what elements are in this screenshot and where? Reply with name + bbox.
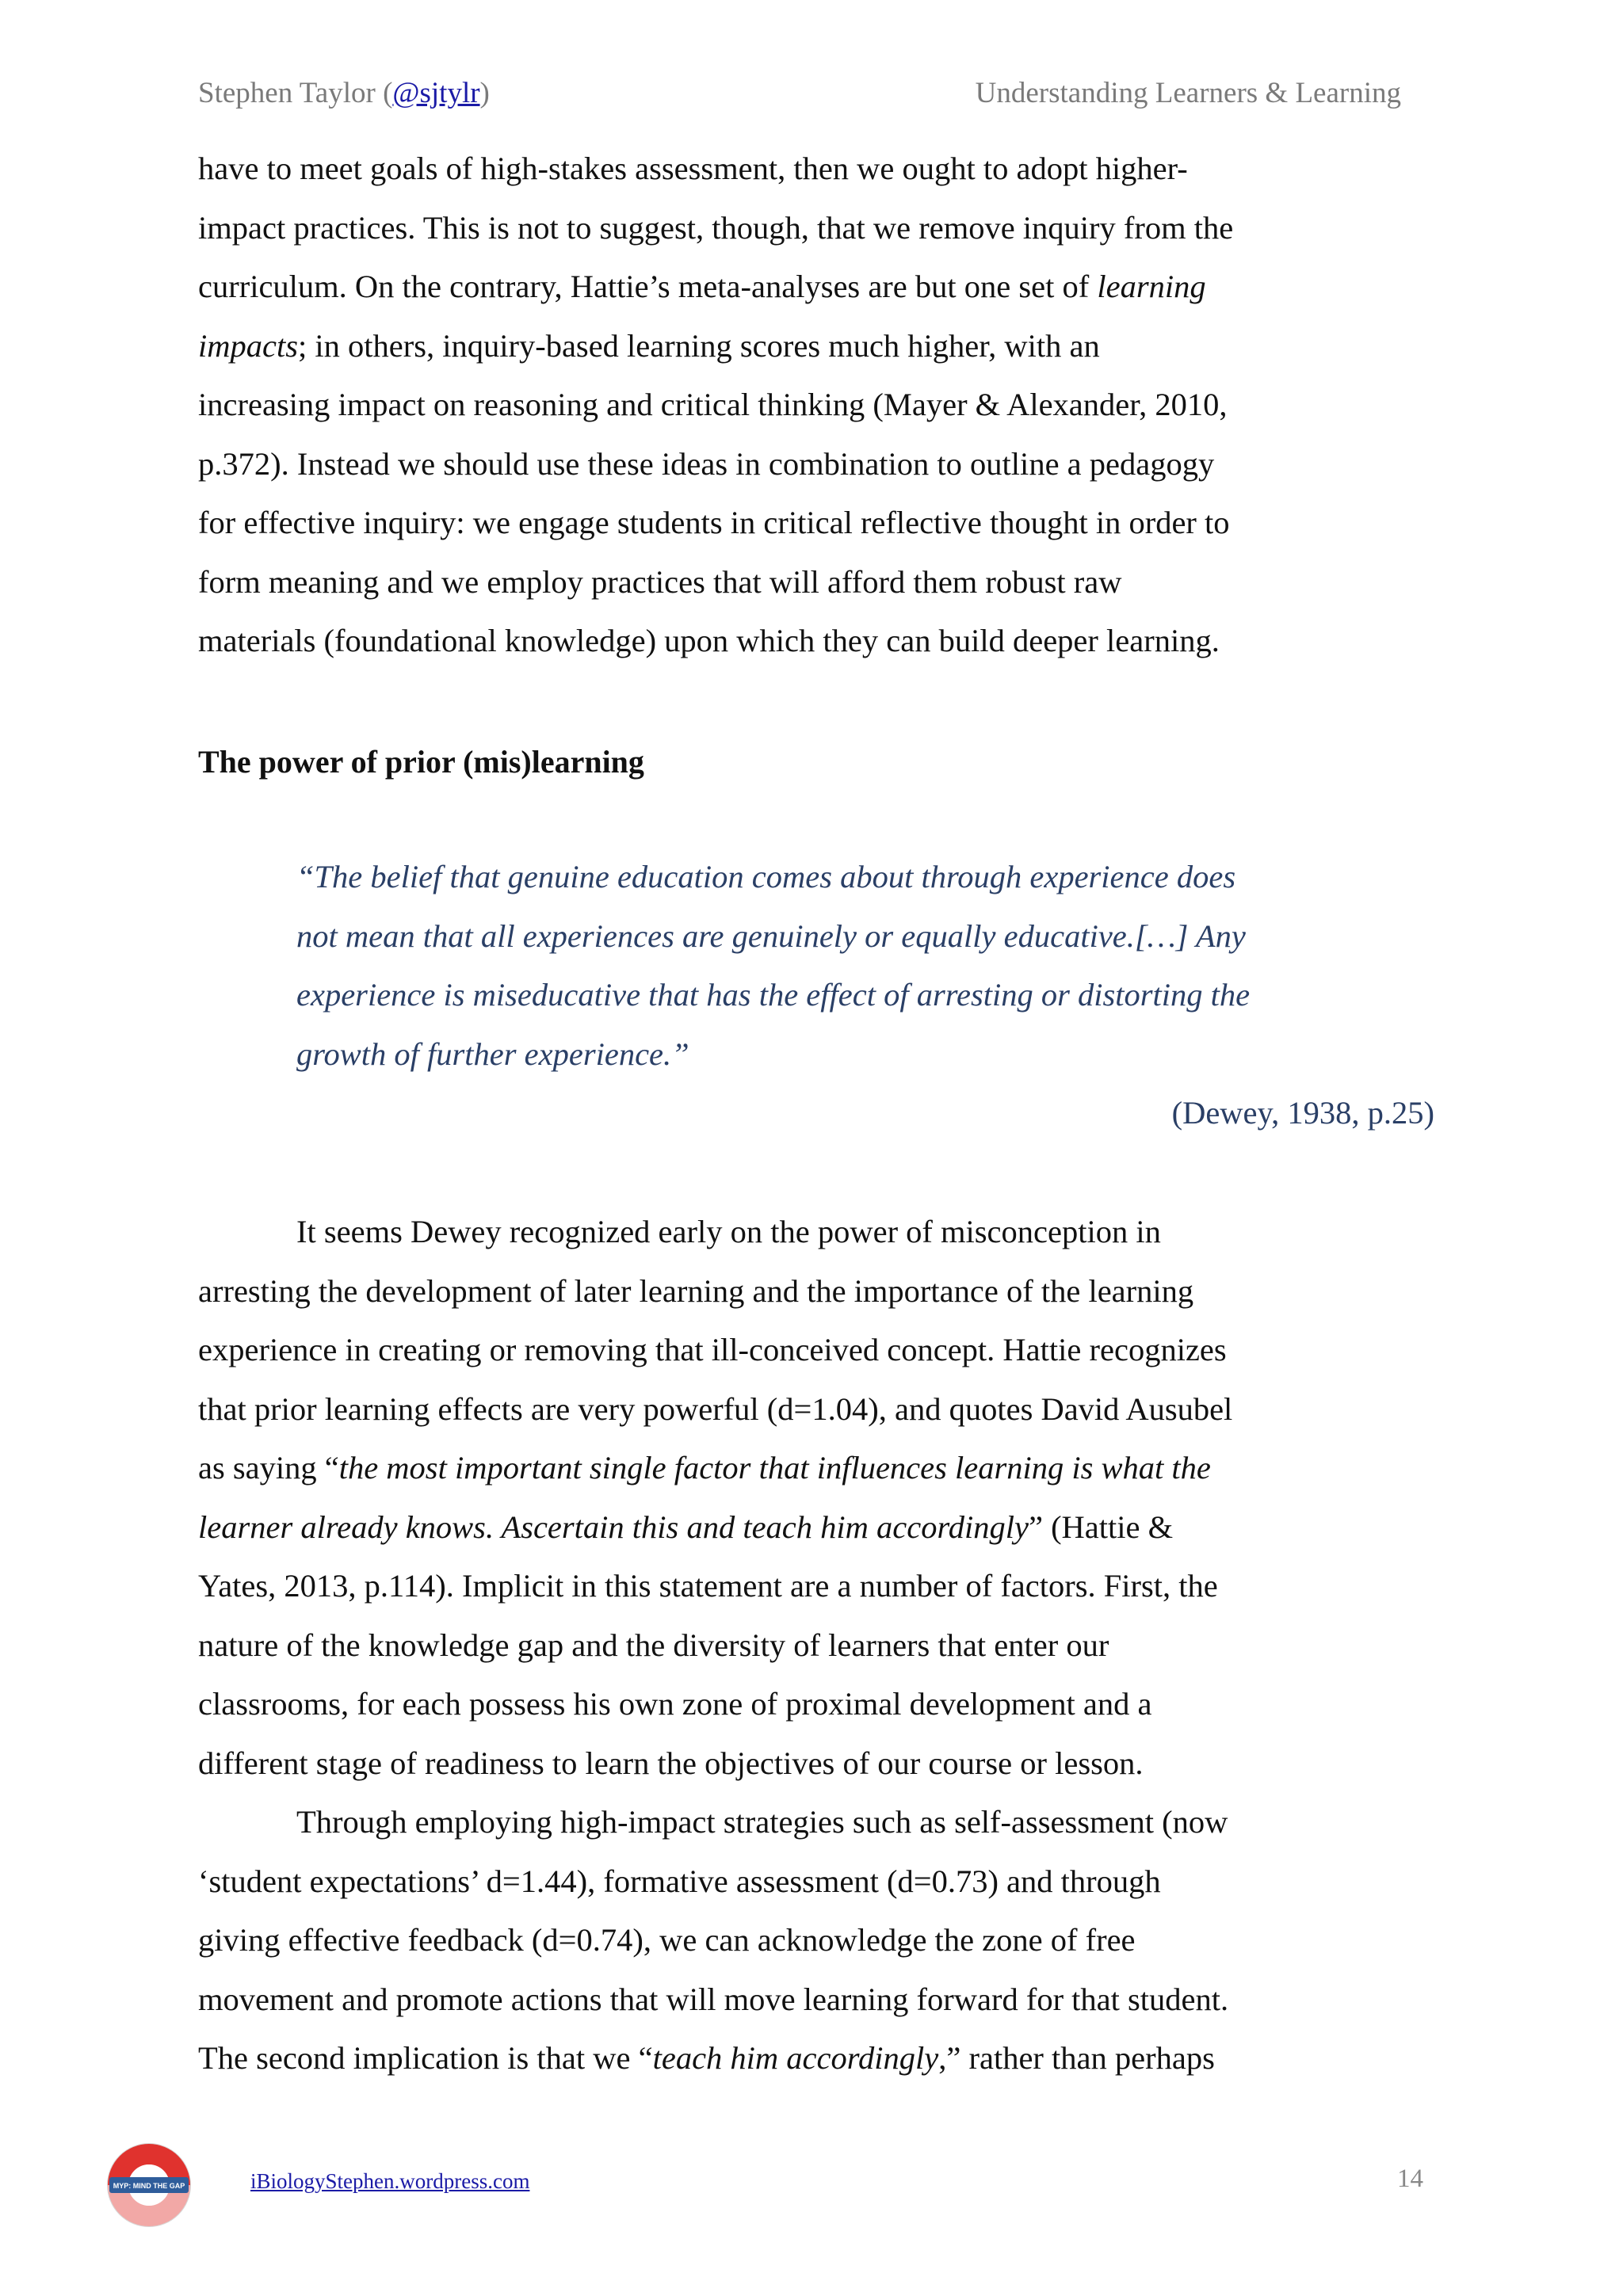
block-quote bbox=[296, 848, 1434, 1084]
emphasis: learning bbox=[1097, 269, 1206, 304]
text-line: increasing impact on reasoning and critical thinking (Mayer & Alexander, 2010, bbox=[198, 387, 1228, 422]
text-line: form meaning and we employ practices that will afford them robust raw bbox=[198, 563, 1122, 600]
paragraph-1 bbox=[198, 139, 1434, 671]
text-line: It seems Dewey recognized early on the power of misconception in bbox=[296, 1214, 1161, 1249]
emphasis: learner already knows. Ascertain this and teach him accordingly bbox=[198, 1508, 1029, 1545]
text-line: The second implication is that we “teach him accordingly,” rather than perhaps bbox=[198, 2040, 1215, 2076]
emphasis: impacts bbox=[198, 327, 298, 364]
page-footer bbox=[0, 2139, 1623, 2234]
text-line: arresting the development of later learning and the importance of the learning bbox=[198, 1272, 1194, 1309]
twitter-handle-link[interactable]: @sjtylr bbox=[392, 77, 480, 109]
text-line: as saying “the most important single factor that influences learning is what the bbox=[198, 1450, 1211, 1486]
quote-line: experience is miseducative that has the effect of arresting or distorting the bbox=[296, 977, 1251, 1013]
lifebuoy-icon bbox=[103, 2139, 195, 2231]
text-line: impacts; in others, inquiry-based learning scores much higher, with an bbox=[198, 327, 1100, 364]
paragraph-2 bbox=[198, 1203, 1434, 2088]
text-line: materials (foundational knowledge) upon which they can build deeper learning. bbox=[198, 623, 1220, 658]
text-line: that prior learning effects are very powerful (d=1.04), and quotes David Ausubel bbox=[198, 1390, 1233, 1427]
text-line: p.372). Instead we should use these ideas in combination to outline a pedagogy bbox=[198, 445, 1215, 482]
page-number: 14 bbox=[1397, 2164, 1423, 2193]
quote-line: not mean that all experiences are genuinely or equally educative.[…] Any bbox=[296, 917, 1246, 954]
header-author: Stephen Taylor (@sjtylr) bbox=[198, 77, 490, 109]
text-line: giving effective feedback (d=0.74), we can acknowledge the zone of free bbox=[198, 1922, 1136, 1958]
text-line: have to meet goals of high-stakes assessment, then we ought to adopt higher- bbox=[198, 151, 1188, 186]
quote-citation: (Dewey, 1938, p.25) bbox=[1171, 1095, 1434, 1131]
text-line: Yates, 2013, p.114). Implicit in this statement are a number of factors. First, the bbox=[198, 1568, 1218, 1604]
text-line: nature of the knowledge gap and the diversity of learners that enter our bbox=[198, 1627, 1109, 1663]
myp-mind-the-gap-logo bbox=[103, 2139, 195, 2231]
text-line: curriculum. On the contrary, Hattie’s meta-analyses are but one set of learning bbox=[198, 269, 1206, 304]
quote-line: “The belief that genuine education comes about through experience does bbox=[296, 859, 1236, 894]
text-line: different stage of readiness to learn the objectives of our course or lesson. bbox=[198, 1745, 1144, 1781]
text-line: for effective inquiry: we engage students in critical reflective thought in order to bbox=[198, 505, 1230, 540]
text-line: classrooms, for each possess his own zone of proximal development and a bbox=[198, 1686, 1152, 1722]
text-line: impact practices. This is not to suggest, though, that we remove inquiry from the bbox=[198, 209, 1234, 246]
section-heading: The power of prior (mis)learning bbox=[198, 744, 644, 780]
quote-line: growth of further experience.” bbox=[296, 1035, 689, 1072]
blog-link[interactable]: iBiologyStephen.wordpress.com bbox=[250, 2169, 530, 2193]
text-line: ‘student expectations’ d=1.44), formative assessment (d=0.73) and through bbox=[198, 1863, 1161, 1899]
emphasis: the most important single factor that influences learning is what the bbox=[338, 1450, 1211, 1486]
emphasis: teach him accordingly bbox=[652, 2040, 939, 2076]
text-line: experience in creating or removing that ill-conceived concept. Hattie recognizes bbox=[198, 1332, 1227, 1367]
page-header bbox=[198, 76, 1401, 114]
text-line: learner already knows. Ascertain this and teach him accordingly” (Hattie & bbox=[198, 1508, 1174, 1545]
text-line: Through employing high-impact strategies such as self-assessment (now bbox=[296, 1804, 1228, 1840]
text-line: movement and promote actions that will move learning forward for that student. bbox=[198, 1981, 1229, 2017]
logo-text: MYP: MIND THE GAP bbox=[113, 2182, 185, 2190]
header-document-title: Understanding Learners & Learning bbox=[975, 77, 1401, 109]
